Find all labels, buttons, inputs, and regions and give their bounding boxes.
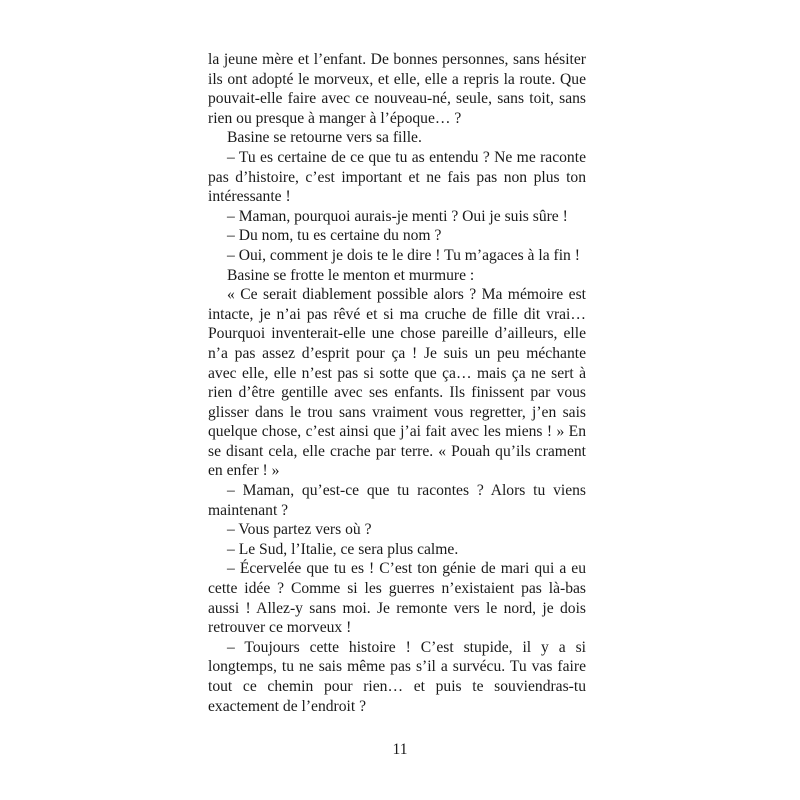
paragraph: – Vous partez vers où ? <box>227 521 372 539</box>
page-number: 11 <box>392 741 408 758</box>
paragraph: – Toujours cette histoire ! C’est stupide, il y a si longtemps, tu ne sais même pas s’il a survécu. Tu vas faire tout ce chemin pour rien… et puis te souviendras-tu exactement de l’endroit ? <box>208 638 586 715</box>
paragraph: – Tu es certaine de ce que tu as entendu ? Ne me raconte pas d’histoire, c’est important et ne fais pas non plus ton intéressante ! <box>208 148 586 206</box>
body-text <box>208 50 586 716</box>
paragraph: Basine se retourne vers sa fille. <box>227 129 422 147</box>
paragraph: « Ce serait diablement possible alors ? Ma mémoire est intacte, je n’ai pas rêvé et si ma cruche de fille dit vrai… Pourquoi inventerait-elle une chose pareille d’ailleurs, elle n’a pas assez d’esprit pour ça ! Je suis un peu méchante avec elle, elle n’est pas si sotte que ça… mais ça ne sert à rien d’être gentille avec ses enfants. Ils finissent par vous glisser dans le trou sans vraiment vous regretter, j’en sais quelque chose, c’est ainsi que j’ai fait avec les miens ! » En se disant cela, elle crache par terre. « Pouah qu’ils crament en enfer ! » <box>208 286 586 480</box>
paragraph: – Le Sud, l’Italie, ce sera plus calme. <box>227 540 459 558</box>
paragraph: – Du nom, tu es certaine du nom ? <box>227 227 442 245</box>
paragraph: la jeune mère et l’enfant. De bonnes personnes, sans hésiter ils ont adopté le morveux, et elle, elle a repris la route. Que pouvait-elle faire avec ce nouveau-né, seule, sans toit, sans rien ou presque à manger à l’époque… ? <box>208 51 586 127</box>
paragraph: – Maman, pourquoi aurais-je menti ? Oui je suis sûre ! <box>227 207 568 225</box>
paragraph: Basine se frotte le menton et murmure : <box>227 266 475 284</box>
paragraph: – Écervelée que tu es ! C’est ton génie de mari qui a eu cette idée ? Comme si les guerres n’existaient pas là-bas aussi ! Allez-y sans moi. Je remonte vers le nord, je dois retrouver ce morveux ! <box>208 560 586 637</box>
paragraph: – Maman, qu’est-ce que tu racontes ? Alors tu viens maintenant ? <box>208 482 586 519</box>
paragraph: – Oui, comment je dois te le dire ! Tu m’agaces à la fin ! <box>227 246 580 264</box>
